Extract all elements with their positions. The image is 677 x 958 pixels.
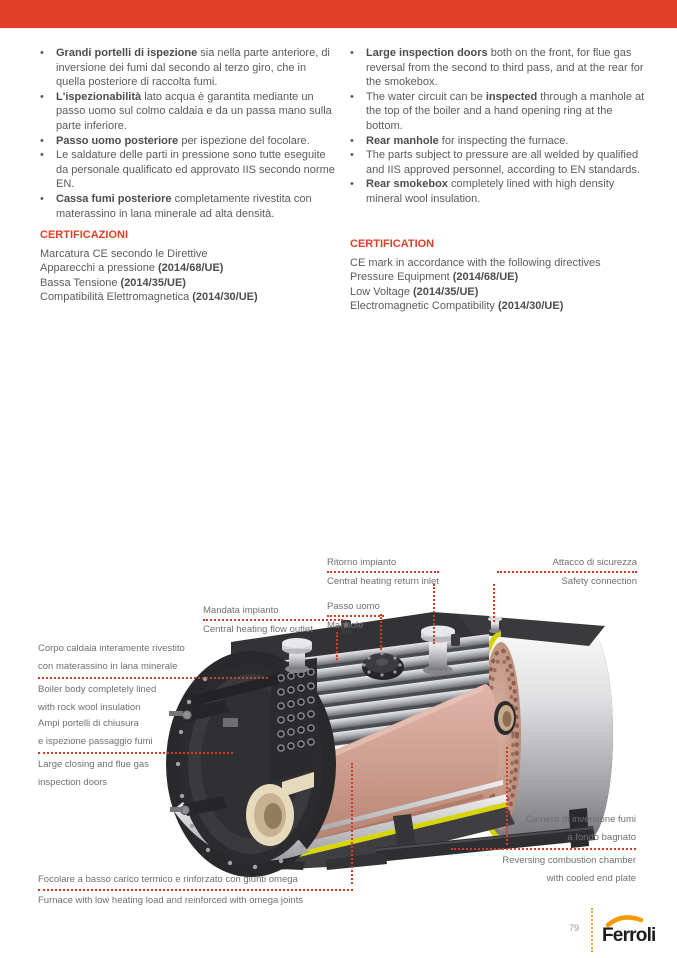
cert-line: Compatibilità Elettromagnetica (2014/30/UE) [40, 291, 258, 303]
bullet-marker: • [350, 149, 354, 162]
list-item: • The parts subject to pressure are all welded by qualified and IIS approved personnel, according to EN standards. [350, 149, 640, 176]
header-bar [0, 0, 677, 28]
leader-line-manhole [380, 614, 382, 650]
list-item: • Grandi portelli di ispezione sia nella parte anteriore, di inversione dei fumi dal secondo al terzo giro, che in quella posteriore di raccolta fumi. [40, 47, 330, 89]
list-item: • Rear smokebox completely lined with high density mineral wool insulation. [350, 178, 615, 205]
dotted-leader [327, 615, 384, 617]
cert-line: Apparecchi a pressione (2014/68/UE) [40, 262, 224, 274]
list-item: • Large inspection doors both on the front, for flue gas reversal from the second to third pass, and at the rear for the smokebox. [350, 47, 644, 89]
features-list-it [40, 46, 336, 221]
list-item: • Rear manhole for inspecting the furnace. [350, 134, 569, 147]
dotted-leader [451, 848, 636, 850]
certifications-en-heading: CERTIFICATION [350, 238, 435, 250]
bullet-marker: • [40, 90, 44, 103]
dotted-leader [38, 889, 353, 891]
label-safety-connection: Attacco di sicurezza Safety connection [497, 556, 637, 588]
bullet-marker: • [350, 90, 354, 103]
cert-line: CE mark in accordance with the following directives [350, 256, 601, 269]
leader-line-return-inlet [433, 584, 435, 644]
cert-line: Low Voltage (2014/35/UE) [350, 285, 479, 298]
label-furnace: Focolare a basso carico termico e rinforzato con giunti omega Furnace with low heating load and reinforced with omega joints [38, 872, 353, 908]
list-item: • The water circuit can be inspected through a manhole at the top of the boiler and a hand opening ring at the bottom. [350, 90, 645, 132]
label-flow-outlet: Mandata impianto Central heating flow outlet [203, 604, 343, 636]
leader-line-furnace [351, 763, 353, 884]
bullet-marker: • [350, 134, 354, 147]
logo-wordmark: Ferroli [602, 925, 656, 946]
chamber-port [494, 701, 516, 735]
bullet-marker: • [350, 178, 354, 191]
label-boiler-body: Corpo caldaia interamente rivestito con materassino in lana minerale Boiler body completely lined with rock wool insulation [38, 640, 268, 716]
footer-divider [591, 908, 593, 952]
label-inspection-doors: Ampi portelli di chiusura e ispezione passaggio fumi Large closing and flue gas inspection doors [38, 715, 233, 791]
cert-line: Marcatura CE secondo le Direttive [40, 247, 208, 260]
cert-line: Electromagnetic Compatibility (2014/30/UE) [350, 300, 564, 312]
certifications-en [350, 237, 650, 314]
certifications-it [40, 228, 340, 305]
page-number: 79 [569, 923, 580, 933]
dotted-leader [38, 752, 233, 754]
bullet-marker: • [40, 149, 44, 162]
leader-line-flow-outlet [336, 632, 338, 660]
list-item: • L'ispezionabilità lato acqua è garantita mediante un passo uomo sul colmo caldaia e da un passa mano sulla parte inferiore. [40, 90, 332, 132]
label-manhole: Passo uomo Manhole [327, 600, 384, 632]
leader-line-reversing-chamber [506, 747, 508, 845]
features-list-en [350, 46, 646, 207]
list-item: • Passo uomo posteriore per ispezione del focolare. [40, 134, 310, 147]
leader-line-safety-connection [493, 584, 495, 622]
dotted-leader [38, 677, 268, 679]
logo-flame-arc [608, 917, 641, 925]
cert-line: Pressure Equipment (2014/68/UE) [350, 271, 519, 283]
bullet-marker: • [350, 47, 354, 59]
bullet-marker: • [40, 47, 44, 59]
label-reversing-chamber: Camera di inversione fumi a fondo bagnato Reversing combustion chamber with cooled end plate [451, 811, 636, 887]
cert-line: Bassa Tensione (2014/35/UE) [40, 276, 186, 289]
ferroli-logo [601, 911, 663, 949]
bullet-marker: • [40, 192, 44, 205]
dotted-leader [203, 619, 343, 621]
dotted-leader [497, 571, 637, 573]
list-item: • Cassa fumi posteriore completamente rivestita con materassino in lana minerale ad alta densità. [40, 192, 312, 220]
bullet-marker: • [40, 134, 44, 147]
certifications-it-heading: CERTIFICAZIONI [40, 229, 128, 241]
list-item: • Le saldature delle parti in pressione sono tutte eseguite da personale qualificato ed approvato IIS secondo norme EN. [40, 149, 335, 191]
dotted-leader [327, 571, 439, 573]
label-return-inlet: Ritorno impianto Central heating return inlet [327, 557, 439, 587]
